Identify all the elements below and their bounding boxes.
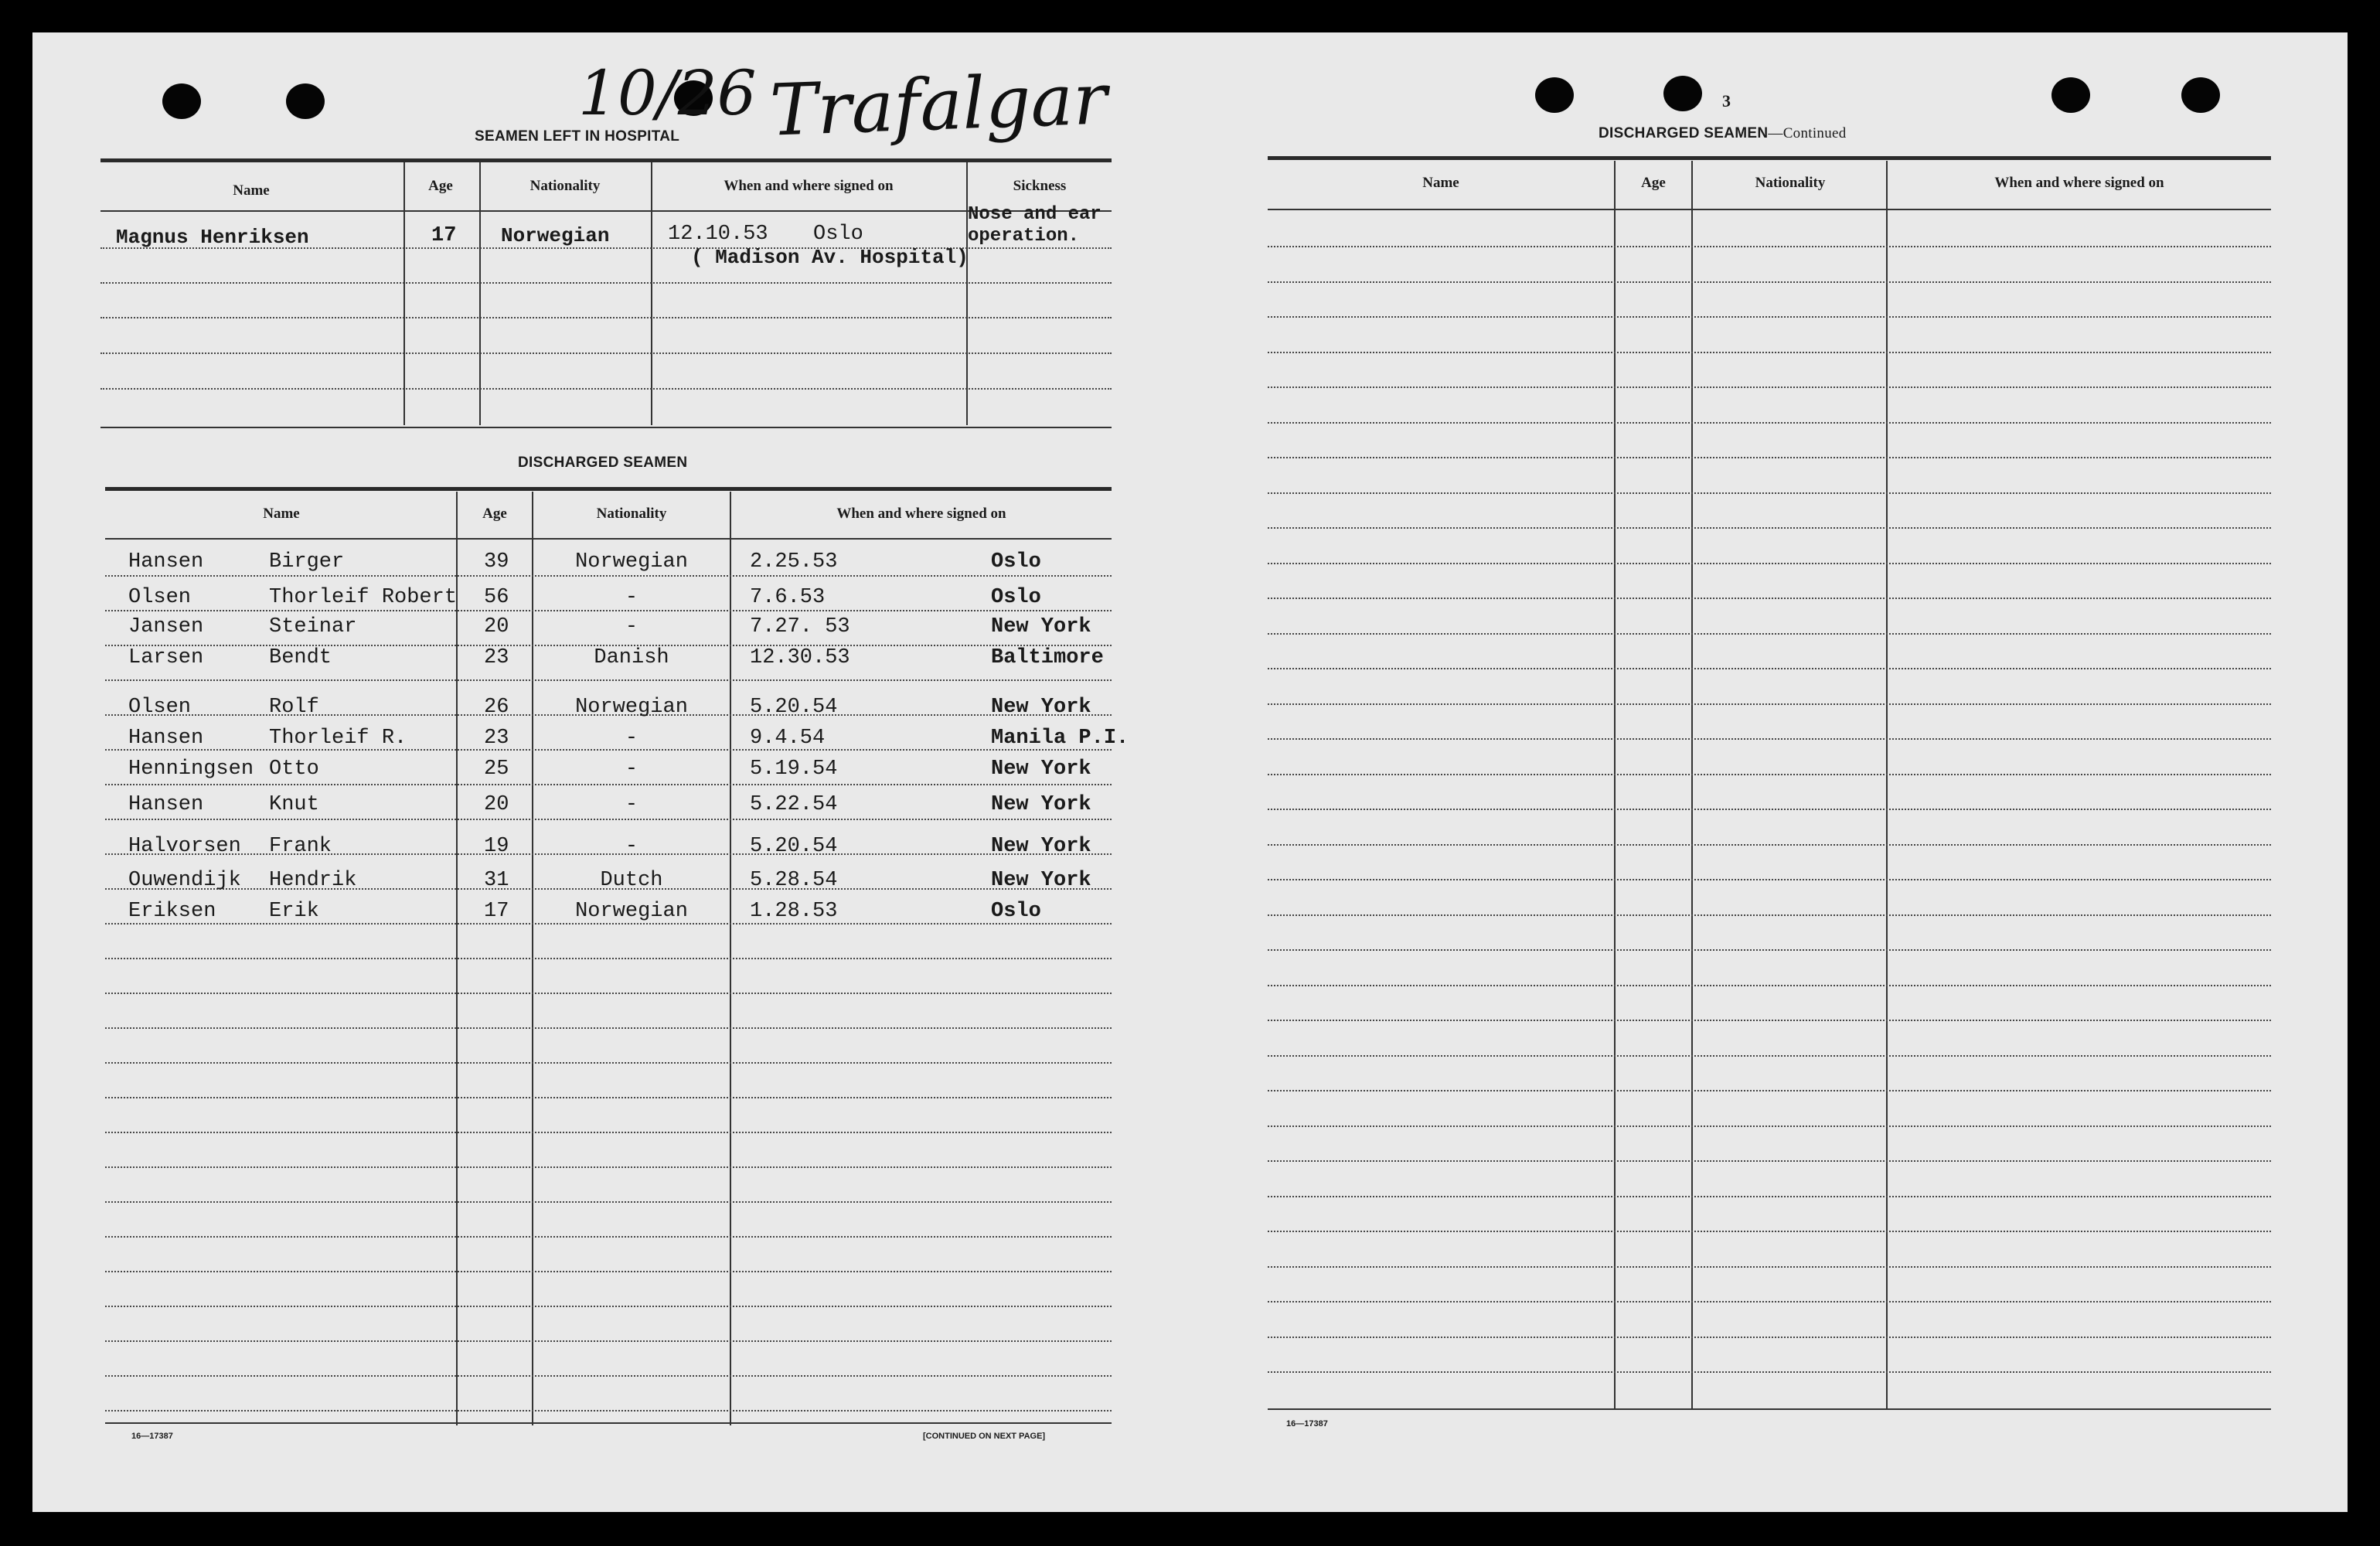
discharged-given-cell: Steinar: [269, 615, 357, 638]
row-rule: [105, 993, 1112, 994]
rule: [1268, 156, 2271, 160]
discharged-date-cell: 12.30.53: [750, 646, 850, 669]
hospital-entry-date: 12.10.53: [668, 223, 768, 246]
row-rule: [1268, 1371, 2271, 1373]
table-bottom-rule: [105, 1422, 1112, 1424]
discharged-surname-cell: Henningsen: [128, 758, 254, 781]
discharged-place-cell: New York: [991, 793, 1091, 816]
discharged-surname-cell: Jansen: [128, 615, 204, 638]
continued-note: [CONTINUED ON NEXT PAGE]: [923, 1432, 1046, 1441]
row-rule: [105, 575, 1112, 577]
row-rule: [105, 1027, 1112, 1029]
header-rule: [100, 210, 1112, 212]
discharged-surname-cell: Hansen: [128, 550, 204, 574]
row-rule: [1268, 985, 2271, 986]
row-rule: [1268, 246, 2271, 247]
table-bottom-rule: [100, 427, 1112, 428]
punch-hole: [1663, 76, 1702, 111]
row-rule: [105, 1132, 1112, 1133]
discharged-age-cell: 39: [484, 550, 509, 574]
row-rule: [105, 1306, 1112, 1307]
row-rule: [105, 1201, 1112, 1203]
col-header-age: Age: [1641, 175, 1666, 191]
discharged-age-cell: 31: [484, 869, 509, 892]
discharged-nationality-cell: Norwegian: [575, 550, 688, 574]
col-header-name: Name: [233, 182, 270, 199]
row-rule: [1268, 1125, 2271, 1127]
discharged-continued-title: [1599, 125, 1847, 142]
row-rule: [1268, 281, 2271, 283]
col-header-name: Name: [263, 506, 300, 522]
row-rule: [1268, 563, 2271, 564]
column-divider: [479, 162, 481, 425]
row-rule: [105, 1097, 1112, 1098]
punch-hole: [2051, 77, 2090, 113]
row-rule: [100, 282, 1112, 284]
row-rule: [100, 317, 1112, 318]
row-rule: [1268, 492, 2271, 494]
discharged-nationality-cell: -: [625, 586, 638, 609]
header-rule: [105, 538, 1112, 540]
discharged-nationality-cell: -: [625, 727, 638, 750]
form-number: 16—17387: [1286, 1419, 1328, 1429]
discharged-place-cell: Baltimore: [991, 646, 1104, 669]
column-divider: [1691, 161, 1693, 1410]
discharged-given-cell: Thorleif R.: [269, 727, 407, 750]
col-header-nationality: Nationality: [1755, 175, 1826, 191]
row-rule: [105, 1062, 1112, 1064]
discharged-given-cell: Hendrik: [269, 869, 357, 892]
row-rule: [1268, 703, 2271, 705]
row-rule: [105, 679, 1112, 681]
discharged-nationality-cell: Danish: [594, 646, 669, 669]
rule: [105, 487, 1112, 491]
row-rule: [1268, 386, 2271, 388]
form-number: 16—17387: [131, 1432, 173, 1441]
discharged-date-cell: 5.20.54: [750, 696, 838, 719]
col-header-age: Age: [428, 178, 453, 194]
handwritten-date-note: 10/26: [578, 57, 757, 129]
column-divider: [1614, 161, 1616, 1410]
discharged-date-cell: 9.4.54: [750, 727, 826, 750]
discharged-place-cell: Oslo: [991, 586, 1041, 609]
row-rule: [1268, 352, 2271, 353]
discharged-place-cell: Oslo: [991, 900, 1041, 923]
punch-hole: [2181, 77, 2220, 113]
row-rule: [1268, 633, 2271, 635]
row-rule: [1268, 1337, 2271, 1338]
document-sheet: [32, 32, 2348, 1512]
discharged-surname-cell: Halvorsen: [128, 835, 241, 858]
row-rule: [1268, 1055, 2271, 1057]
row-rule: [1268, 1301, 2271, 1303]
discharged-given-cell: Birger: [269, 550, 345, 574]
discharged-surname-cell: Eriksen: [128, 900, 216, 923]
discharged-given-cell: Thorleif Robert: [269, 586, 458, 609]
discharged-given-cell: Knut: [269, 793, 319, 816]
discharged-place-cell: New York: [991, 615, 1091, 638]
row-rule: [105, 819, 1112, 820]
row-rule: [1268, 1160, 2271, 1162]
discharged-nationality-cell: Norwegian: [575, 900, 688, 923]
discharged-age-cell: 20: [484, 615, 509, 638]
row-rule: [105, 923, 1112, 925]
row-rule: [105, 784, 1112, 785]
discharged-date-cell: 1.28.53: [750, 900, 838, 923]
column-divider: [651, 162, 652, 425]
discharged-age-cell: 26: [484, 696, 509, 719]
hospital-entry-age: 17: [431, 224, 457, 247]
col-header-name: Name: [1422, 175, 1459, 191]
row-rule: [1268, 1231, 2271, 1232]
row-rule: [105, 1410, 1112, 1411]
discharged-date-cell: 5.28.54: [750, 869, 838, 892]
row-rule: [1268, 879, 2271, 880]
discharged-place-cell: New York: [991, 835, 1091, 858]
discharged-surname-cell: Olsen: [128, 586, 192, 609]
hospital-section-title: SEAMEN LEFT IN HOSPITAL: [475, 128, 680, 145]
column-divider: [403, 162, 405, 425]
hospital-entry-sickness: Nose and ear: [968, 204, 1101, 225]
title-suffix: —Continued: [1768, 125, 1847, 141]
row-rule: [105, 1375, 1112, 1377]
row-rule: [1268, 1196, 2271, 1197]
discharged-date-cell: 7.27. 53: [750, 615, 850, 638]
discharged-age-cell: 19: [484, 835, 509, 858]
row-rule: [1268, 949, 2271, 951]
col-header-nationality: Nationality: [529, 178, 601, 194]
col-header-nationality: Nationality: [596, 506, 667, 522]
discharged-nationality-cell: -: [625, 758, 638, 781]
col-header-sickness: Sickness: [1013, 178, 1067, 194]
hospital-entry-name: Magnus Henriksen: [116, 226, 309, 249]
discharged-place-cell: Oslo: [991, 550, 1041, 574]
row-rule: [105, 1166, 1112, 1168]
discharged-place-cell: New York: [991, 869, 1091, 892]
discharged-date-cell: 5.22.54: [750, 793, 838, 816]
discharged-nationality-cell: -: [625, 793, 638, 816]
row-rule: [1268, 774, 2271, 775]
row-rule: [105, 1236, 1112, 1238]
row-rule: [1268, 914, 2271, 916]
row-rule: [100, 352, 1112, 354]
handwritten-ship-name: Trafalgar: [768, 57, 1108, 152]
row-rule: [1268, 527, 2271, 529]
discharged-place-cell: New York: [991, 696, 1091, 719]
discharged-age-cell: 25: [484, 758, 509, 781]
discharged-age-cell: 20: [484, 793, 509, 816]
hospital-entry-hospital: ( Madison Av. Hospital): [691, 246, 969, 269]
punch-hole: [162, 83, 201, 119]
row-rule: [1268, 1266, 2271, 1268]
col-header-age: Age: [482, 506, 507, 522]
discharged-age-cell: 17: [484, 900, 509, 923]
punch-hole: [286, 83, 325, 119]
rule: [100, 158, 1112, 162]
table-bottom-rule: [1268, 1408, 2271, 1410]
row-rule: [1268, 1090, 2271, 1091]
hospital-entry-nationality: Norwegian: [501, 224, 610, 247]
discharged-surname-cell: Ouwendijk: [128, 869, 241, 892]
row-rule: [1268, 738, 2271, 740]
row-rule: [105, 958, 1112, 959]
hospital-entry-place: Oslo: [813, 223, 863, 246]
row-rule: [1268, 422, 2271, 424]
discharged-surname-cell: Hansen: [128, 727, 204, 750]
discharged-section-title: DISCHARGED SEAMEN: [518, 455, 688, 471]
page-number: 3: [1722, 91, 1731, 111]
row-rule: [1268, 844, 2271, 846]
discharged-surname-cell: Olsen: [128, 696, 192, 719]
discharged-nationality-cell: -: [625, 615, 638, 638]
discharged-date-cell: 5.19.54: [750, 758, 838, 781]
discharged-place-cell: New York: [991, 758, 1091, 781]
row-rule: [105, 610, 1112, 611]
hospital-entry-sickness: operation.: [968, 226, 1080, 247]
discharged-date-cell: 2.25.53: [750, 550, 838, 574]
discharged-given-cell: Frank: [269, 835, 332, 858]
discharged-nationality-cell: Norwegian: [575, 696, 688, 719]
punch-hole: [1535, 77, 1574, 113]
discharged-given-cell: Erik: [269, 900, 319, 923]
row-rule: [1268, 598, 2271, 599]
col-header-signed-on: When and where signed on: [724, 178, 894, 194]
discharged-age-cell: 23: [484, 727, 509, 750]
discharged-date-cell: 7.6.53: [750, 586, 826, 609]
col-header-signed-on: When and where signed on: [1994, 175, 2164, 191]
column-divider: [966, 162, 968, 425]
column-divider: [1886, 161, 1888, 1410]
row-rule: [100, 388, 1112, 390]
row-rule: [105, 1271, 1112, 1272]
row-rule: [1268, 316, 2271, 318]
discharged-place-cell: Manila P.I.: [991, 727, 1129, 750]
discharged-nationality-cell: Dutch: [600, 869, 663, 892]
row-rule: [1268, 809, 2271, 810]
discharged-given-cell: Otto: [269, 758, 319, 781]
row-rule: [1268, 457, 2271, 458]
discharged-age-cell: 56: [484, 586, 509, 609]
discharged-age-cell: 23: [484, 646, 509, 669]
title-text: DISCHARGED SEAMEN: [1599, 125, 1769, 141]
header-rule: [1268, 209, 2271, 210]
discharged-nationality-cell: -: [625, 835, 638, 858]
discharged-date-cell: 5.20.54: [750, 835, 838, 858]
discharged-surname-cell: Larsen: [128, 646, 204, 669]
col-header-signed-on: When and where signed on: [836, 506, 1006, 522]
discharged-given-cell: Rolf: [269, 696, 319, 719]
row-rule: [105, 1340, 1112, 1342]
row-rule: [1268, 1020, 2271, 1021]
discharged-surname-cell: Hansen: [128, 793, 204, 816]
row-rule: [1268, 668, 2271, 669]
discharged-given-cell: Bendt: [269, 646, 332, 669]
